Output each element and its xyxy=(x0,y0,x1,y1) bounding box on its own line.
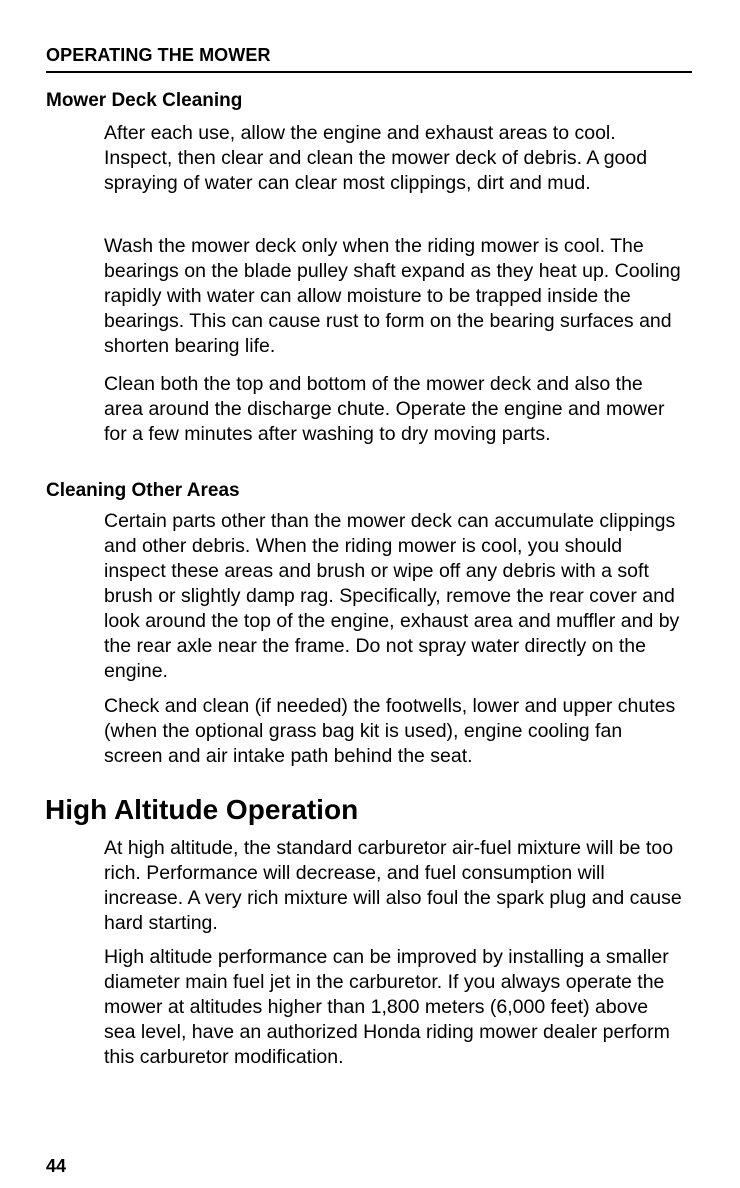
section-title: OPERATING THE MOWER xyxy=(46,45,271,65)
high-altitude-heading: High Altitude Operation xyxy=(45,794,359,825)
high-altitude-paragraph-1: At high altitude, the standard carburetor air-fuel mixture will be too rich. Performance will decrease, and fuel consumption will increase. A very rich mixture will also foul the spark plug and cause hard starting. xyxy=(104,837,682,934)
other-areas-paragraph-1: Certain parts other than the mower deck can accumulate clippings and other debris. When the riding mower is cool, you should inspect these areas and brush or wipe off any debris with a soft brush or slightly damp rag. Specifically, remove the rear cover and look around the top of the engine, exhaust area and muffler and by the rear axle near the frame. Do not spray water directly on the engine. xyxy=(104,510,680,682)
cleaning-other-areas-heading: Cleaning Other Areas xyxy=(46,480,240,501)
mower-deck-paragraph-2: Wash the mower deck only when the riding mower is cool. The bearings on the blade pulley shaft expand as they heat up. Cooling rapidly with water can allow moisture to be trapped inside the bearings. This can cause rust to form on the bearing surfaces and shorten bearing life. xyxy=(104,235,681,357)
page-number: 44 xyxy=(46,1156,67,1176)
other-areas-paragraph-2: Check and clean (if needed) the footwells, lower and upper chutes (when the optional grass bag kit is used), engine cooling fan screen and air intake path behind the seat. xyxy=(104,695,676,767)
mower-deck-cleaning-heading: Mower Deck Cleaning xyxy=(46,90,243,111)
high-altitude-paragraph-2: High altitude performance can be improved by installing a smaller diameter main fuel jet in the carburetor. If you always operate the mower at altitudes higher than 1,800 meters (6,000 feet) above sea level, have an authorized Honda riding mower dealer perform this carburetor modification. xyxy=(104,946,670,1068)
mower-deck-paragraph-3: Clean both the top and bottom of the mower deck and also the area around the discharge chute. Operate the engine and mower for a few minutes after washing to dry moving parts. xyxy=(104,373,665,445)
section-header xyxy=(46,44,692,73)
mower-deck-paragraph-1: After each use, allow the engine and exhaust areas to cool. Inspect, then clear and clean the mower deck of debris. A good spraying of water can clear most clippings, dirt and mud. xyxy=(104,122,648,194)
